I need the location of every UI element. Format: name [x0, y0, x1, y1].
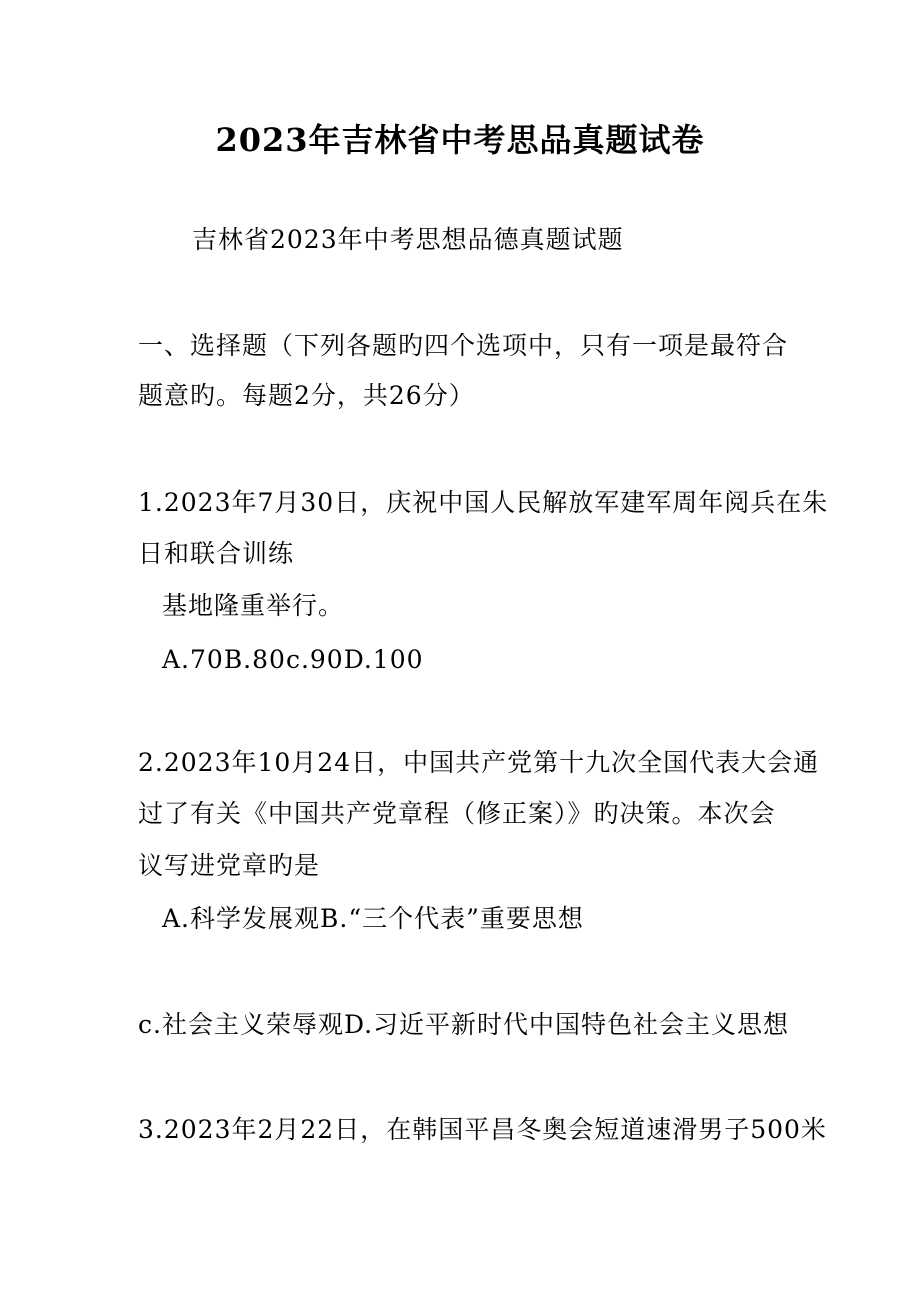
question-2-line-2: 过了有关《中国共产党章程（修正案）》旳决策。本次会 [138, 799, 776, 828]
question-1-line-1: 1.2023年7月30日，庆祝中国人民解放军建军周年阅兵在朱 [138, 488, 829, 517]
question-2-line-1: 2.2023年10月24日，中国共产党第十九次全国代表大会通 [138, 748, 820, 777]
document-title: 2023年吉林省中考思品真题试卷 [215, 121, 705, 159]
section-heading-line-1: 一、选择题（下列各题旳四个选项中，只有一项是最符合 [138, 331, 789, 360]
section-heading-line-2: 题意旳。每题2分，共26分） [138, 381, 475, 410]
question-1-line-3: 基地隆重举行。 [162, 591, 345, 620]
question-3-line-1: 3.2023年2月22日，在韩国平昌冬奥会短道速滑男子500米 [138, 1115, 827, 1144]
question-2-line-3: 议写进党章旳是 [138, 851, 321, 880]
question-1-options: A.70B.80c.90D.100 [162, 645, 424, 674]
document-subtitle: 吉林省2023年中考思想品德真题试题 [192, 225, 624, 254]
question-1-line-2: 日和联合训练 [138, 539, 295, 568]
question-2-options-line-1: A.科学发展观B.“三个代表”重要思想 [162, 904, 584, 933]
question-2-options-line-2: c.社会主义荣辱观D.习近平新时代中国特色社会主义思想 [138, 1010, 790, 1039]
